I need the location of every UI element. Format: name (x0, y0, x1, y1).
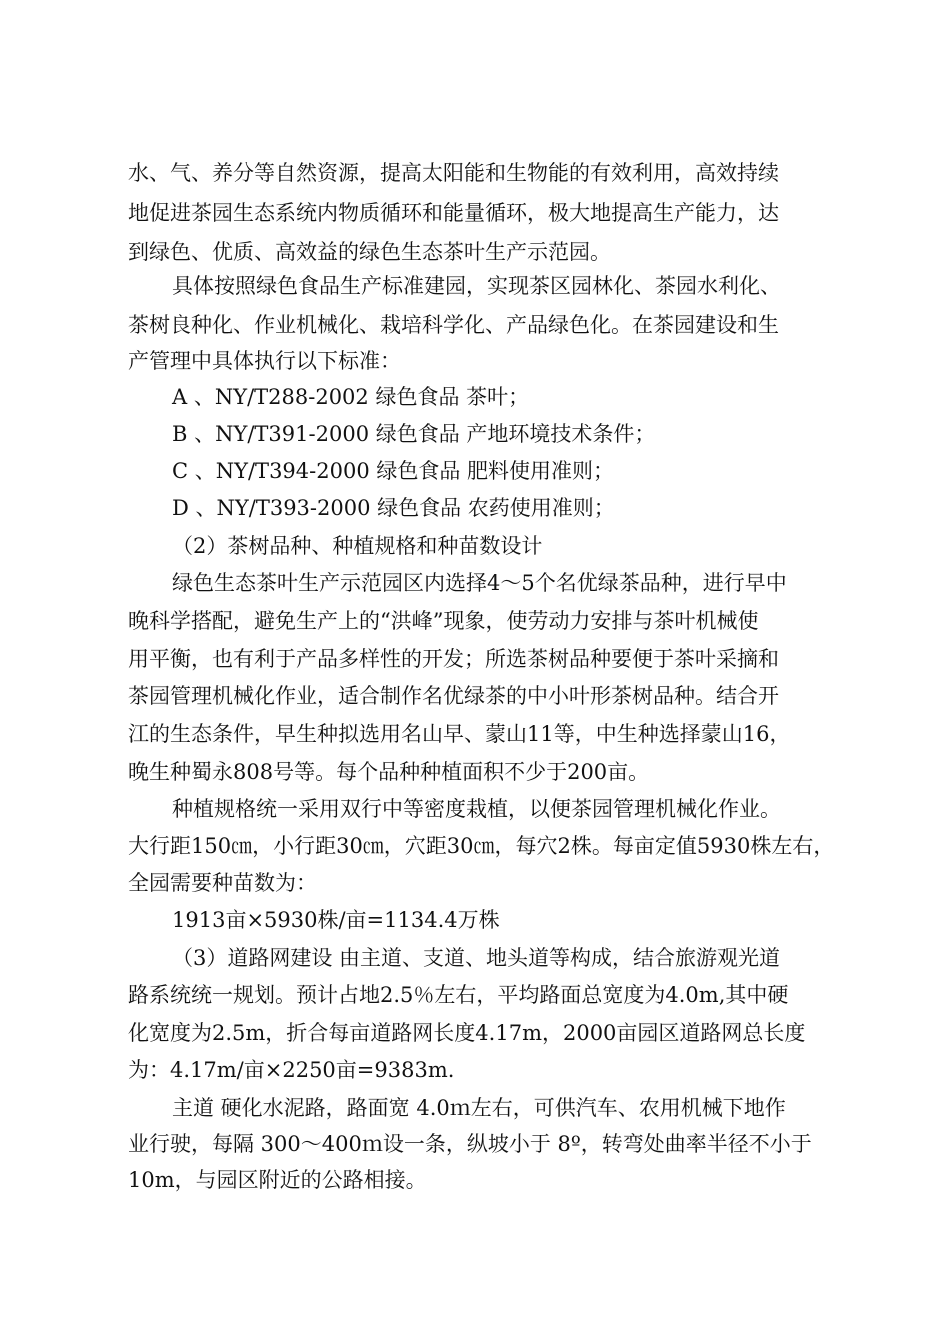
standard-item-c: C 、NY/T394-2000 绿色食品 肥料使用准则； (172, 459, 615, 483)
section-heading: （2）茶树品种、种植规格和种苗数设计 (172, 534, 543, 558)
paragraph-line: 水、气、养分等自然资源，提高太阳能和生物能的有效利用，高效持续 (128, 161, 779, 185)
paragraph-line: 化宽度为2.5m，折合每亩道路网长度4.17m，2000亩园区道路网总长度 (128, 1021, 806, 1045)
standard-item-b: B 、NY/T391-2000 绿色食品 产地环境技术条件； (172, 422, 656, 446)
standard-item-a: A 、NY/T288-2002 绿色食品 茶叶； (172, 385, 530, 409)
formula-line: 1913亩×5930株/亩=1134.4万株 (172, 908, 500, 932)
paragraph-line: 为：4.17m/亩×2250亩=9383m. (128, 1058, 455, 1082)
paragraph-line: 地促进茶园生态系统内物质循环和能量循环，极大地提高生产能力，达 (128, 201, 779, 225)
paragraph-line: 江的生态条件，早生种拟选用名山早、蒙山11等，中生种选择蒙山16， (128, 722, 791, 746)
paragraph-line: 业行驶，每隔 300～400ｍ设一条，纵坡小于 8º，转弯处曲率半径不小于 (128, 1132, 812, 1156)
paragraph-line: 绿色生态茶叶生产示范园区内选择4～5个名优绿茶品种，进行早中 (172, 571, 787, 595)
paragraph-line: 具体按照绿色食品生产标准建园，实现茶区园林化、茶园水利化、 (172, 274, 781, 298)
paragraph-line: 用平衡，也有利于产品多样性的开发；所选茶树品种要便于茶叶采摘和 (128, 647, 779, 671)
paragraph-line: 到绿色、优质、高效益的绿色生态茶叶生产示范园。 (128, 240, 611, 264)
paragraph-line: 晚生种蜀永808号等。每个品种种植面积不少于200亩。 (128, 760, 650, 784)
paragraph-line: 大行距150㎝，小行距30㎝，穴距30㎝，每穴2株。每亩定值5930株左右， (128, 834, 835, 858)
paragraph-line: 主道 硬化水泥路，路面宽 4.0ｍ左右，可供汽车、农用机械下地作 (172, 1096, 786, 1120)
paragraph-line: 茶树良种化、作业机械化、栽培科学化、产品绿色化。在茶园建设和生 (128, 313, 779, 337)
paragraph-line: 全园需要种苗数为： (128, 871, 317, 895)
paragraph-line: 晚科学搭配，避免生产上的“洪峰”现象，使劳动力安排与茶叶机械使 (128, 609, 759, 633)
standard-item-d: D 、NY/T393-2000 绿色食品 农药使用准则； (172, 496, 615, 520)
paragraph-line: 种植规格统一采用双行中等密度栽植，以便茶园管理机械化作业。 (172, 797, 781, 821)
paragraph-line: 产管理中具体执行以下标准： (128, 349, 401, 373)
paragraph-line: 路系统统一规划。预计占地2.5％左右，平均路面总宽度为4.0m,其中硬 (128, 983, 789, 1007)
paragraph-line: 10m，与园区附近的公路相接。 (128, 1168, 427, 1192)
paragraph-line: 茶园管理机械化作业，适合制作名优绿茶的中小叶形茶树品种。结合开 (128, 684, 779, 708)
section-heading: （3）道路网建设 由主道、支道、地头道等构成，结合旅游观光道 (172, 946, 781, 970)
